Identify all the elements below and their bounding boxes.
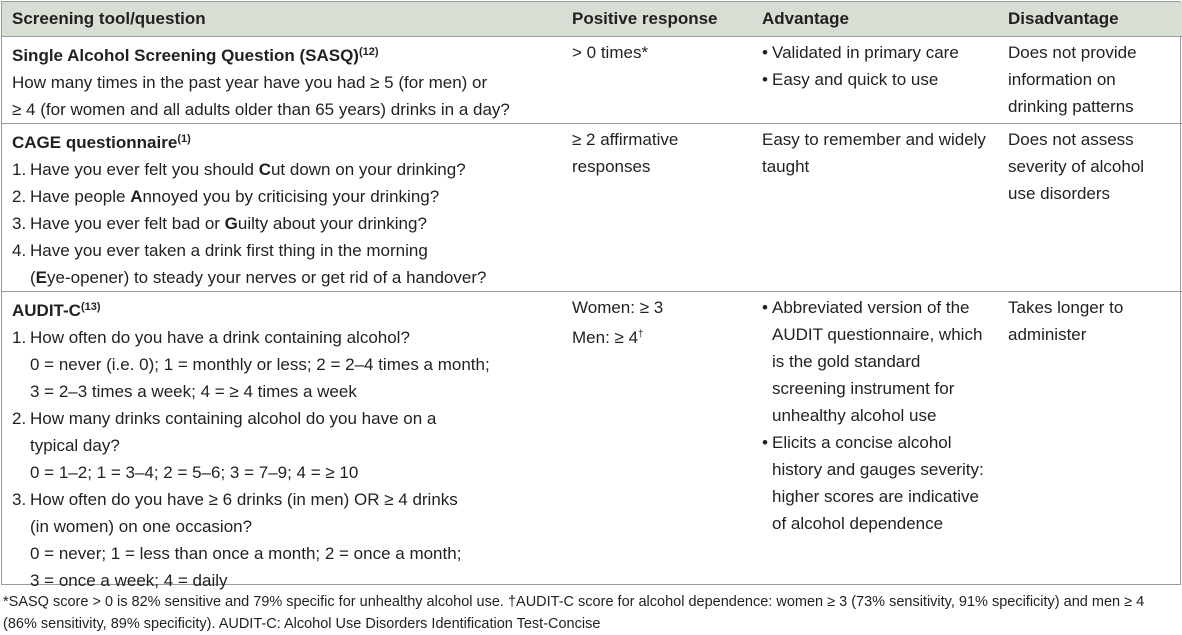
cage-question: 4. Have you ever taken a drink first thing in the morning bbox=[12, 240, 428, 260]
cage-tool-cell bbox=[2, 123, 562, 291]
sasq-question-line: How many times in the past year have you had ≥ 5 (for men) or bbox=[12, 72, 488, 92]
audit-disadvantage: Takes longer to administer bbox=[998, 291, 1182, 594]
header-tool: Screening tool/question bbox=[2, 2, 562, 36]
advantage-bullet: • Easy and quick to use bbox=[762, 66, 988, 93]
cage-question: 2. Have people Annoyed you by criticising your drinking? bbox=[12, 186, 440, 206]
advantage-bullet: • Elicits a concise alcohol history and gauges severity: higher scores are indicative of alcohol dependence bbox=[762, 429, 988, 537]
header-row bbox=[2, 2, 1182, 36]
cage-question: 3. Have you ever felt bad or Guilty about your drinking? bbox=[12, 213, 427, 233]
cage-question: 1. Have you ever felt you should Cut down on your drinking? bbox=[12, 159, 466, 179]
sasq-question-line: ≥ 4 (for women and all adults older than 65 years) drinks in a day? bbox=[12, 99, 510, 119]
table-row bbox=[2, 291, 1182, 594]
audit-option-line: 3 = 2–3 times a week; 4 = ≥ 4 times a week bbox=[30, 381, 357, 401]
table-row bbox=[2, 36, 1182, 123]
header-positive: Positive response bbox=[562, 2, 752, 36]
advantage-bullet: • Abbreviated version of the AUDIT questionnaire, which is the gold standard screening instrument for unhealthy alcohol use bbox=[762, 294, 988, 429]
screening-table bbox=[1, 1, 1181, 590]
audit-positive bbox=[562, 291, 752, 594]
audit-positive-women: Women: ≥ 3 bbox=[572, 297, 664, 317]
header-advantage: Advantage bbox=[752, 2, 998, 36]
audit-tool-cell bbox=[2, 291, 562, 594]
cage-question-continuation: (Eye-opener) to steady your nerves or get rid of a handover? bbox=[30, 267, 487, 287]
sasq-disadvantage: Does not provide information on drinking patterns bbox=[1008, 42, 1137, 116]
sasq-tool-cell bbox=[2, 36, 562, 123]
sasq-advantage bbox=[752, 36, 998, 123]
cage-title: CAGE questionnaire$^{(1)}$ bbox=[12, 132, 191, 152]
table-footnote: *SASQ score > 0 is 82% sensitive and 79% specific for unhealthy alcohol use. †AUDIT-C score for alcohol dependence: women ≥ 3 (73% sensitivity, 91% specificity) and men ≥ 4 (86% sensitivity, 89% specificity). AUDIT-C: Alcohol Use Disorders Identification Test-Concise bbox=[3, 594, 1145, 632]
audit-option-line: 3 = once a week; 4 = daily bbox=[30, 570, 228, 590]
cage-disadvantage: Does not assess severity of alcohol use disorders bbox=[998, 123, 1182, 291]
audit-question: 2. How many drinks containing alcohol do you have on a bbox=[12, 408, 437, 428]
audit-option-line: 0 = 1–2; 1 = 3–4; 2 = 5–6; 3 = 7–9; 4 = ≥ 10 bbox=[30, 462, 359, 482]
audit-option-line: 0 = never (i.e. 0); 1 = monthly or less; 2 = 2–4 times a month; bbox=[30, 354, 490, 374]
table-row bbox=[2, 123, 1182, 291]
cage-positive: ≥ 2 affirmative responses bbox=[562, 123, 752, 291]
sasq-title: Single Alcohol Screening Question (SASQ)$^{(12)}$ bbox=[12, 45, 379, 65]
audit-question: 1. How often do you have a drink containing alcohol? bbox=[12, 327, 410, 347]
audit-question-continuation: (in women) on one occasion? bbox=[30, 516, 253, 536]
audit-question-continuation: typical day? bbox=[30, 435, 120, 455]
header-disadvantage: Disadvantage bbox=[998, 2, 1182, 36]
advantage-bullet: • Validated in primary care bbox=[762, 39, 988, 66]
audit-title: AUDIT-$C^{(13)}$ bbox=[12, 300, 101, 320]
sasq-positive: > 0 times* bbox=[572, 42, 649, 62]
audit-advantage bbox=[752, 291, 998, 594]
audit-positive-men: Men: ≥ 4† bbox=[572, 327, 644, 347]
audit-question: 3. How often do you have ≥ 6 drinks (in men) OR ≥ 4 drinks bbox=[12, 489, 458, 509]
screening-table-grid bbox=[2, 2, 1182, 594]
audit-option-line: 0 = never; 1 = less than once a month; 2 = once a month; bbox=[30, 543, 462, 563]
cage-advantage: Easy to remember and widely taught bbox=[752, 123, 998, 291]
